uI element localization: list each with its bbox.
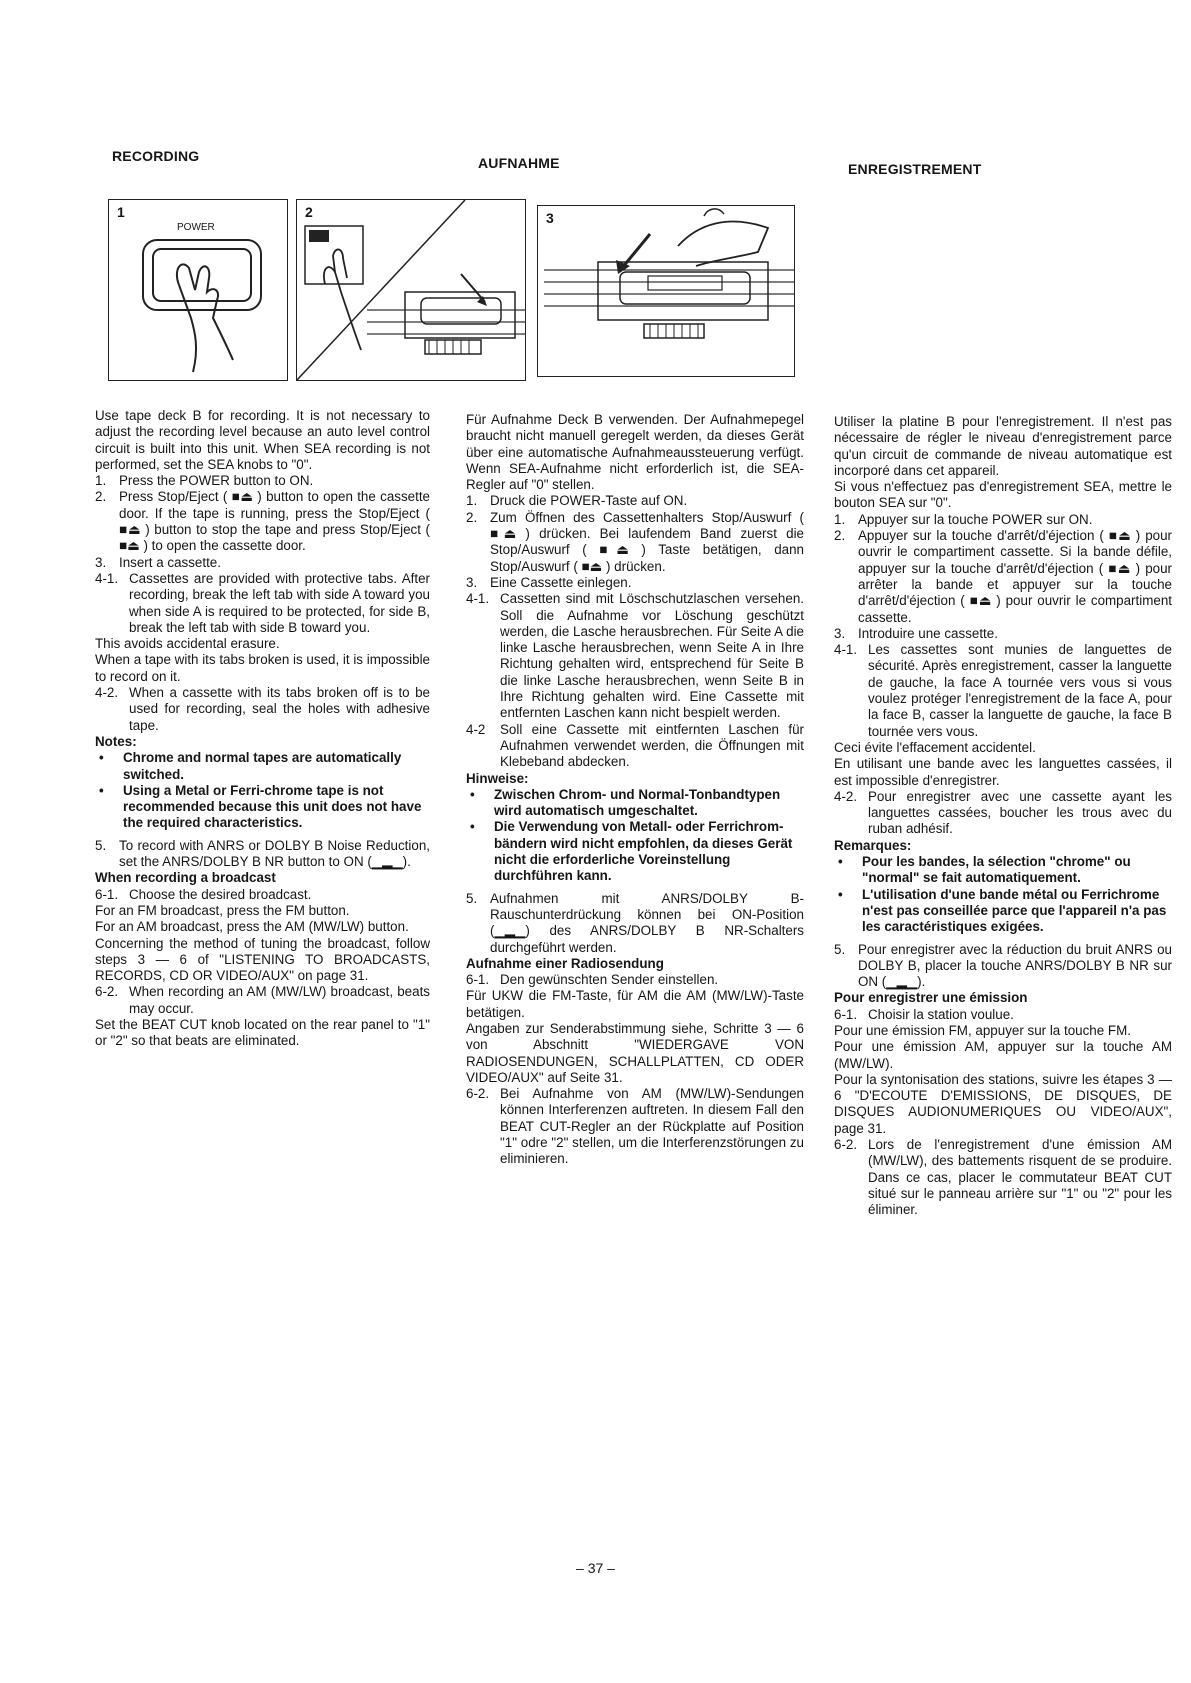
step-6-1-am: For an AM broadcast, press the AM (MW/LW) button. <box>95 919 409 935</box>
step-4-2 <box>95 685 430 734</box>
note-2 <box>834 887 1172 936</box>
step-text: Choose the desired broadcast. <box>129 886 312 902</box>
step-6-1-tuning: Concerning the method of tuning the broadcast, follow steps 3 — 6 of "LISTENING TO BROADCASTS, RECORDS, CD OR VIDEO/AUX" on page 31. <box>95 935 430 984</box>
step-4-1 <box>466 591 804 721</box>
step-3 <box>95 555 430 571</box>
intro-text-sea: Si vous n'effectuez pas d'enregistrement SEA, mettre le bouton SEA sur "0". <box>834 479 1172 511</box>
step-6-2-beat-cut: Set the BEAT CUT knob located on the rear panel to "1" or "2" so that beats are eliminated. <box>95 1016 430 1049</box>
broadcast-title: Pour enregistrer une émission <box>834 990 1028 1006</box>
intro-text: Für Aufnahme Deck B verwenden. Der Aufnahmepegel braucht nicht manuell geregelt werden, da dieses Gerät über eine automatische Aufnahmeaussteuerung verfügt. Wenn SEA-Aufnahme nicht erforderlich ist, die SEA-Regler auf "0" stellen. <box>466 412 804 493</box>
step-number: 1. <box>834 511 846 527</box>
notes-title: Notes: <box>95 733 137 749</box>
stop-eject-illustration <box>297 200 525 380</box>
step-number: 3. <box>95 554 107 570</box>
column-german <box>466 412 804 1168</box>
step-number: 2. <box>834 528 846 544</box>
figure-stop-eject <box>296 199 526 381</box>
step-2 <box>834 528 1172 626</box>
bullet: • <box>470 819 475 835</box>
step-number: 4-1. <box>95 570 119 586</box>
step-text: Zum Öffnen des Cassettenhalters Stop/Auswurf ( ■⏏ ) drücken. Bei laufendem Band zuerst die Stop/Auswurf ( ■⏏ ) Taste betätigen, dann Stop/Auswurf ( ■⏏ ) drücken. <box>490 509 804 574</box>
figure-power-button <box>108 199 288 381</box>
step-number: 6-2. <box>834 1137 858 1153</box>
step-number: 3. <box>466 574 478 590</box>
step-text: Pour enregistrer avec la réduction du bruit ANRS ou DOLBY B, placer la touche ANRS/DOLBY B NR sur ON (▁▂▁). <box>858 941 1172 990</box>
note-2 <box>466 819 804 884</box>
step-number: 1. <box>466 493 478 509</box>
intro-text: Utiliser la platine B pour l'enregistrement. Il n'est pas nécessaire de régler le niveau d'enregistrement parce qu'un circuit de commande de niveau automatique est incorporé dans cet appareil. <box>834 414 1172 478</box>
step-1 <box>95 473 430 489</box>
step-number: 5. <box>95 837 107 853</box>
step-1 <box>466 493 804 509</box>
step-text: When a cassette with its tabs broken off is to be used for recording, seal the holes with adhesive tape. <box>129 685 430 733</box>
step-number: 6-2. <box>95 984 119 1000</box>
step-4-1-note-a: Ceci évite l'effacement accidentel. <box>834 739 1036 755</box>
step-number: 1. <box>95 473 107 489</box>
bullet: • <box>838 854 843 870</box>
step-6-1 <box>466 972 804 988</box>
bullet: • <box>470 786 475 802</box>
step-number: 3. <box>834 625 846 641</box>
note-text: Chrome and normal tapes are automatically switched. <box>123 750 402 782</box>
note-1 <box>834 854 1172 887</box>
note-2 <box>95 783 430 832</box>
step-3 <box>466 575 804 591</box>
step-6-1-fm: Pour une émission FM, appuyer sur la touche FM. <box>834 1022 1131 1038</box>
step-number: 4-1. <box>466 591 490 607</box>
step-6-2 <box>834 1137 1172 1218</box>
step-text: Den gewünschten Sender einstellen. <box>500 972 719 988</box>
note-1 <box>466 787 804 820</box>
step-number: 6-1. <box>834 1006 858 1022</box>
note-text: Pour les bandes, la sélection "chrome" ou "normal" se fait automatiquement. <box>862 854 1131 886</box>
step-text: Pour enregistrer avec une cassette ayant les languettes cassées, boucher les trous avec du ruban adhésif. <box>868 788 1172 837</box>
intro-text: Use tape deck B for recording. It is not necessary to adjust the recording level because an auto level control circuit is built into this unit. When SEA recording is not performed, set the SEA knobs to "0". <box>95 408 430 472</box>
note-text: L'utilisation d'une bande métal ou Ferrichrome n'est pas conseillée parce que l'appareil n'a pas les caractéristiques exigées. <box>862 886 1167 935</box>
step-text: Eine Cassette einlegen. <box>490 574 632 590</box>
step-5 <box>95 838 430 871</box>
step-6-1-tuning: Pour la syntonisation des stations, suivre les étapes 3 — 6 "D'ECOUTE D'EMISSIONS, DE DISQUES, DE DISQUES AUDIONUMERIQUES OU VIDEO/AUX", page 31. <box>834 1071 1172 1136</box>
step-text: Choisir la station voulue. <box>868 1006 1014 1022</box>
figure-number: 1 <box>117 204 125 220</box>
step-text: When recording an AM (MW/LW) broadcast, beats may occur. <box>129 984 430 1016</box>
step-6-1 <box>834 1007 1172 1023</box>
bullet: • <box>99 782 104 798</box>
step-6-1 <box>95 887 430 903</box>
step-5 <box>466 891 804 956</box>
step-4-1-note-b: When a tape with its tabs broken is used, it is impossible to record on it. <box>95 652 430 684</box>
step-number: 6-1. <box>466 972 490 988</box>
step-4-1-note-b: En utilisant une bande avec les languettes cassées, il est impossible d'enregistrer. <box>834 756 1172 788</box>
step-4-2 <box>466 722 804 771</box>
step-number: 4-2. <box>834 788 858 804</box>
notes-title: Remarques: <box>834 837 912 853</box>
step-number: 6-2. <box>466 1086 490 1102</box>
step-text: Press Stop/Eject ( ■⏏ ) button to open the cassette door. If the tape is running, press the Stop/Eject ( ■⏏ ) button to stop the tape and press Stop/Eject ( ■⏏ ) to open the cassette door. <box>119 489 430 554</box>
step-number: 4-2 <box>466 721 486 737</box>
step-6-1-am: Pour une émission AM, appuyer sur la touche AM (MW/LW). <box>834 1039 1172 1071</box>
bullet: • <box>838 886 843 902</box>
step-text: Insert a cassette. <box>119 554 221 570</box>
column-french <box>834 414 1172 1219</box>
step-text: Introduire une cassette. <box>858 625 998 641</box>
heading-recording-fr: ENREGISTREMENT <box>848 161 982 177</box>
step-4-1-note-a: This avoids accidental erasure. <box>95 636 280 652</box>
column-english <box>95 408 430 1050</box>
step-number: 4-2. <box>95 685 119 701</box>
step-number: 4-1. <box>834 642 858 658</box>
step-text: Bei Aufnahme von AM (MW/LW)-Sendungen können Interferenzen auftreten. In diesem Fall den BEAT CUT-Regler an der Rückplatte auf Position "1" odre "2" stellen, um die Interferenzstörungen zu eliminieren. <box>500 1086 804 1167</box>
power-label: POWER <box>177 222 215 233</box>
cassette-insert-illustration <box>538 206 794 376</box>
heading-recording-de: AUFNAHME <box>478 155 560 171</box>
figure-number: 2 <box>305 204 313 220</box>
step-6-2 <box>466 1086 804 1167</box>
step-text: Appuyer sur la touche d'arrêt/d'éjection ( ■⏏ ) pour ouvrir le compartiment cassette. Si la bande défile, appuyer sur la touche d'arrêt/d'éjection ( ■⏏ ) pour arrêter la bande et appuyer sur la touche d'arrêt/d'éjection ( ■⏏ ) pour ouvrir le compartiment cassette. <box>858 528 1172 625</box>
step-number: 5. <box>834 941 846 957</box>
step-4-1 <box>834 642 1172 740</box>
step-4-1 <box>95 571 430 636</box>
step-text: Appuyer sur la touche POWER sur ON. <box>858 511 1093 527</box>
step-number: 2. <box>466 509 478 525</box>
step-text: Soll eine Cassette mit eintfernten Laschen für Aufnahmen verwendet werden, die Öffnungen mit Klebeband abdecken. <box>500 721 804 770</box>
step-2 <box>95 489 430 554</box>
step-6-1-buttons: Für UKW die FM-Taste, für AM die AM (MW/LW)-Taste betätigen. <box>466 988 804 1020</box>
step-1 <box>834 512 1172 528</box>
note-text: Using a Metal or Ferri-chrome tape is not recommended because this unit does not have the required characteristics. <box>123 782 422 831</box>
step-number: 6-1. <box>95 886 119 902</box>
page-number: – 37 – <box>576 1560 615 1576</box>
step-6-1-fm: For an FM broadcast, press the FM button. <box>95 902 350 918</box>
step-text: Les cassettes sont munies de languettes de sécurité. Après enregistrement, casser la languette de gauche, la face A tournée vers vous si vous voulez protéger l'enregistrement de la face A, pour la face B, casser la languette de gauche, la face B tournée vers vous. <box>868 642 1172 739</box>
step-2 <box>466 510 804 575</box>
note-1 <box>95 750 430 783</box>
note-text: Zwischen Chrom- und Normal-Tonbandtypen wird automatisch umgeschaltet. <box>494 786 781 819</box>
step-6-2 <box>95 984 430 1017</box>
figure-insert-cassette <box>537 205 795 377</box>
note-text: Die Verwendung von Metall- oder Ferrichrom- bändern wird nicht empfohlen, da dieses Gerät nicht die erforderliche Voreinstellung durchführen kann. <box>494 819 793 884</box>
step-text: Druck die POWER-Taste auf ON. <box>490 493 688 509</box>
step-text: Cassetten sind mit Löschschutzlaschen versehen. Soll die Aufnahme vor Löschung geschützt werden, die Lasche herausbrechen. Für Seite A die linke Lasche herausbrechen, wenn Seite A in Ihre Richtung gehalten wird, entsprechend für Seite B die linke Lasche herausbrechen, wenn Seite B in Ihre Richtung gehalten wird. Eine Cassette mit entfernten Laschen kann nicht bespielt werden. <box>500 591 804 721</box>
step-4-2 <box>834 789 1172 838</box>
step-number: 5. <box>466 890 478 906</box>
broadcast-title: Aufnahme einer Radiosendung <box>466 955 664 971</box>
step-text: Lors de l'enregistrement d'une émission AM (MW/LW), des battements risquent de se produire. Dans ce cas, placer le commutateur BEAT CUT situé sur le panneau arrière sur "1" ou "2" pour les éliminer. <box>868 1137 1172 1218</box>
step-text: Cassettes are provided with protective tabs. After recording, break the left tab with side A toward you when side A is required to be protected, for side B, break the left tab with side B toward you. <box>129 570 430 635</box>
step-text: Aufnahmen mit ANRS/DOLBY B-Rauschunterdrückung können bei ON-Position (▁▂▁) des ANRS/DOLBY B NR-Schalters durchgeführt werden. <box>490 890 804 955</box>
step-5 <box>834 942 1172 991</box>
step-text: To record with ANRS or DOLBY B Noise Reduction, set the ANRS/DOLBY B NR button to ON (▁▂▁). <box>119 837 430 870</box>
heading-recording-en: RECORDING <box>112 148 200 164</box>
step-text: Press the POWER button to ON. <box>119 473 314 489</box>
bullet: • <box>99 750 104 766</box>
step-3 <box>834 626 1172 642</box>
figure-number: 3 <box>546 210 554 226</box>
broadcast-title: When recording a broadcast <box>95 870 276 886</box>
step-6-1-tuning: Angaben zur Senderabstimmung siehe, Schritte 3 — 6 von Abschnitt "WIEDERGAVE VON RADIOSENDUNGEN, SCHALLPLATTEN, CD ODER VIDEO/AUX" auf Seite 31. <box>466 1020 804 1085</box>
notes-title: Hinweise: <box>466 770 529 786</box>
step-number: 2. <box>95 489 107 505</box>
